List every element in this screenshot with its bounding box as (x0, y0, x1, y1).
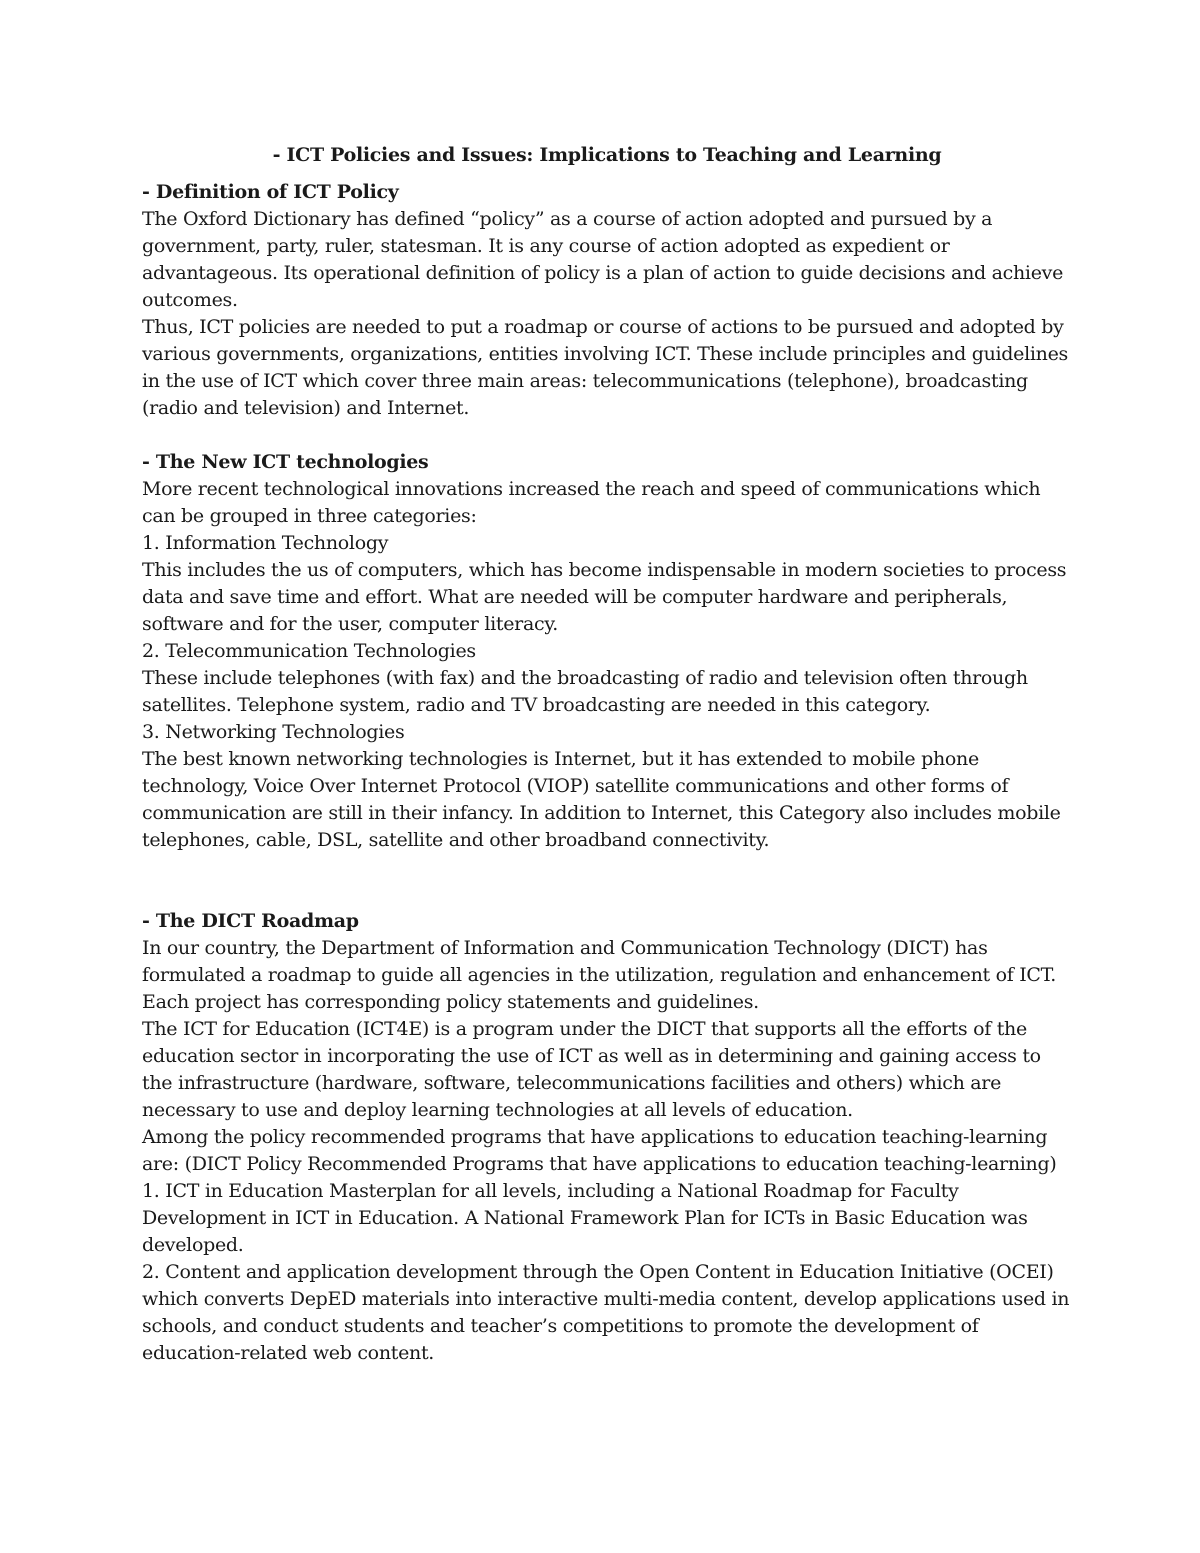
section-heading-definition: - Definition of ICT Policy (142, 181, 399, 203)
list-item: 2. Content and application development through the Open Content in Education Initiative (OCEI) which converts DepED materials into interactive multi-media content, develop applications used in schools, and conduct students and teacher’s competitions to promote the development of education-related web content. (142, 1261, 1070, 1364)
list-item-text: This includes the us of computers, which has become indispensable in modern societies to process data and save time and effort. What are needed will be computer hardware and peripherals, software and for the user, computer literacy. (142, 559, 1067, 635)
paragraph: The Oxford Dictionary has defined “policy” as a course of action adopted and pursued by a government, party, ruler, statesman. It is any course of action adopted as expedient or advantageous. Its operational definition of policy is a plan of action to guide decisions and achieve outcomes. (142, 208, 1064, 311)
paragraph: The ICT for Education (ICT4E) is a program under the DICT that supports all the efforts of the education sector in incorporating the use of ICT as well as in determining and gaining access to the infrastructure (hardware, software, telecommunications facilities and others) which are necessary to use and deploy learning technologies at all levels of education. (142, 1018, 1041, 1121)
section-heading-new-tech: - The New ICT technologies (142, 451, 429, 473)
paragraph: More recent technological innovations increased the reach and speed of communications which can be grouped in three categories: (142, 478, 1041, 527)
list-item-title: 2. Telecommunication Technologies (142, 640, 476, 662)
section-dict-roadmap (142, 908, 1072, 1367)
list-item-title: 3. Networking Technologies (142, 721, 405, 743)
list-item-title: 1. Information Technology (142, 532, 389, 554)
paragraph: Thus, ICT policies are needed to put a roadmap or course of actions to be pursued and adopted by various governments, organizations, entities involving ICT. These include principles and guidelines in the use of ICT which cover three main areas: telecommunications (telephone), broadcasting (radio and television) and Internet. (142, 316, 1068, 419)
blank-line (142, 422, 1072, 449)
document-title: - ICT Policies and Issues: Implications to Teaching and Learning (272, 144, 942, 166)
list-item-text: These include telephones (with fax) and the broadcasting of radio and television often through satellites. Telephone system, radio and TV broadcasting are needed in this category. (142, 667, 1028, 716)
document-page (142, 142, 1072, 1367)
section-new-ict-technologies (142, 449, 1072, 854)
paragraph: In our country, the Department of Information and Communication Technology (DICT) has formulated a roadmap to guide all agencies in the utilization, regulation and enhancement of ICT. Each project has corresponding policy statements and guidelines. (142, 937, 1056, 1013)
section-heading-roadmap: - The DICT Roadmap (142, 910, 359, 932)
blank-lines (142, 854, 1072, 908)
paragraph: Among the policy recommended programs that have applications to education teaching-learning are: (DICT Policy Recommended Programs that have applications to education teaching-learning) (142, 1126, 1057, 1175)
section-definition (142, 179, 1072, 422)
list-item: 1. ICT in Education Masterplan for all levels, including a National Roadmap for Faculty Development in ICT in Education. A National Framework Plan for ICTs in Basic Education was developed. (142, 1180, 1028, 1256)
list-item-text: The best known networking technologies is Internet, but it has extended to mobile phone technology, Voice Over Internet Protocol (VIOP) satellite communications and other forms of communication are still in their infancy. In addition to Internet, this Category also includes mobile telephones, cable, DSL, satellite and other broadband connectivity. (142, 748, 1061, 851)
